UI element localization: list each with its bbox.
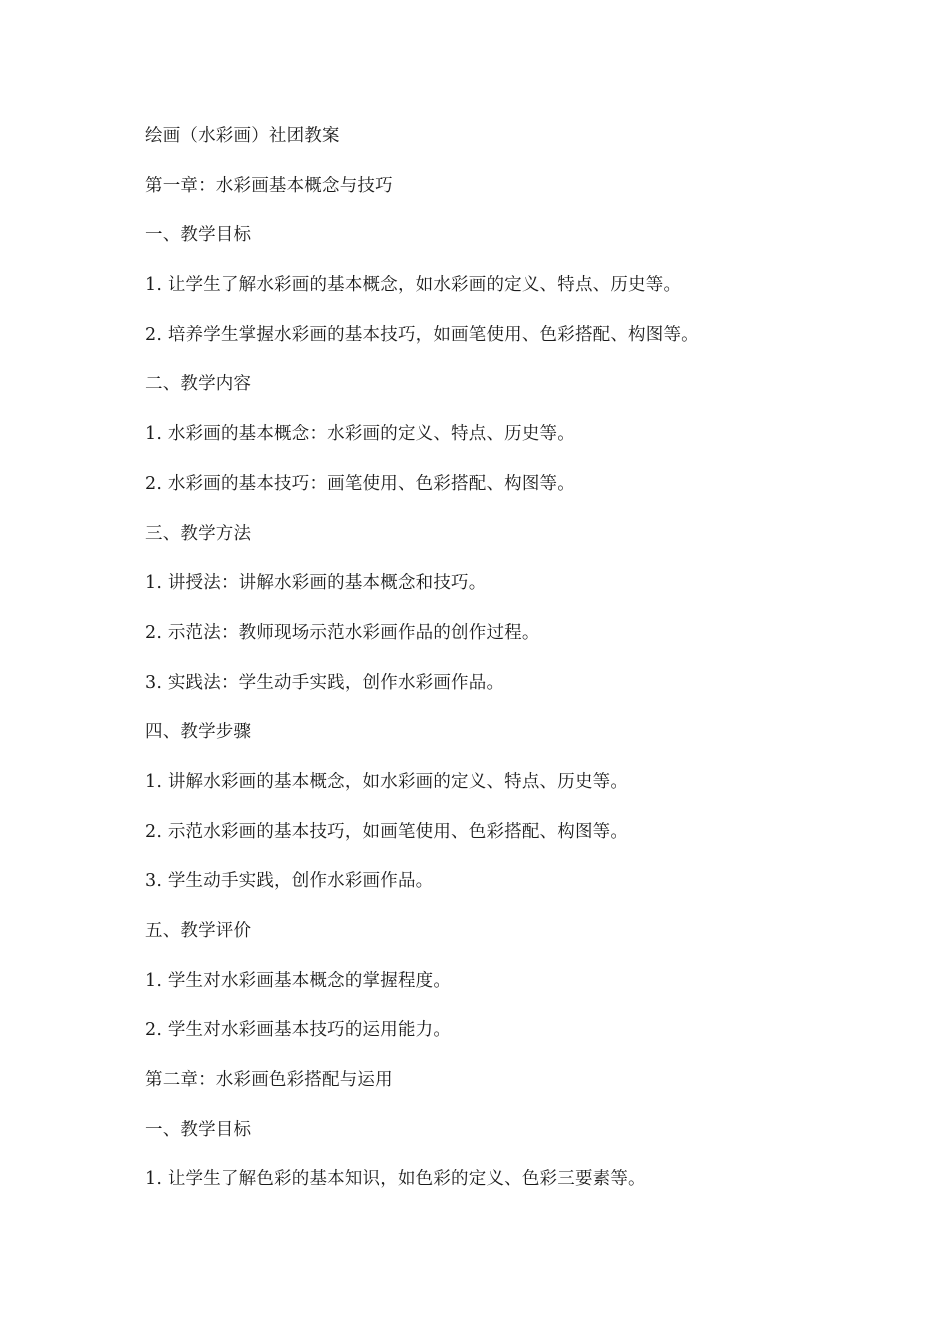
list-item: 1. 让学生了解色彩的基本知识，如色彩的定义、色彩三要素等。 — [145, 1169, 646, 1190]
list-item: 2. 学生对水彩画基本技巧的运用能力。 — [145, 1020, 452, 1041]
list-item: 1. 讲解水彩画的基本概念，如水彩画的定义、特点、历史等。 — [145, 771, 629, 792]
document-title: 绘画（水彩画）社团教案 — [145, 126, 340, 146]
list-item: 1. 水彩画的基本概念：水彩画的定义、特点、历史等。 — [145, 424, 575, 445]
section-heading: 三、教学方法 — [145, 523, 252, 544]
list-item: 2. 示范法：教师现场示范水彩画作品的创作过程。 — [145, 622, 540, 643]
list-item: 1. 让学生了解水彩画的基本概念，如水彩画的定义、特点、历史等。 — [145, 275, 682, 296]
list-item: 1. 讲授法：讲解水彩画的基本概念和技巧。 — [145, 573, 487, 594]
list-item: 2. 水彩画的基本技巧：画笔使用、色彩搭配、构图等。 — [145, 473, 575, 494]
document-body — [145, 122, 905, 1215]
list-item: 2. 培养学生掌握水彩画的基本技巧，如画笔使用、色彩搭配、构图等。 — [145, 324, 699, 345]
list-item: 2. 示范水彩画的基本技巧，如画笔使用、色彩搭配、构图等。 — [145, 821, 629, 842]
section-heading: 二、教学内容 — [145, 374, 252, 395]
section-heading: 四、教学步骤 — [145, 722, 252, 743]
list-item: 1. 学生对水彩画基本概念的掌握程度。 — [145, 970, 452, 991]
chapter-heading: 第一章：水彩画基本概念与技巧 — [145, 175, 393, 196]
chapter-heading: 第二章：水彩画色彩搭配与运用 — [145, 1070, 393, 1091]
section-heading: 五、教学评价 — [145, 921, 252, 941]
list-item: 3. 学生动手实践，创作水彩画作品。 — [145, 871, 434, 892]
list-item: 3. 实践法：学生动手实践，创作水彩画作品。 — [145, 672, 505, 693]
section-heading: 一、教学目标 — [145, 225, 252, 246]
section-heading: 一、教学目标 — [145, 1119, 252, 1140]
